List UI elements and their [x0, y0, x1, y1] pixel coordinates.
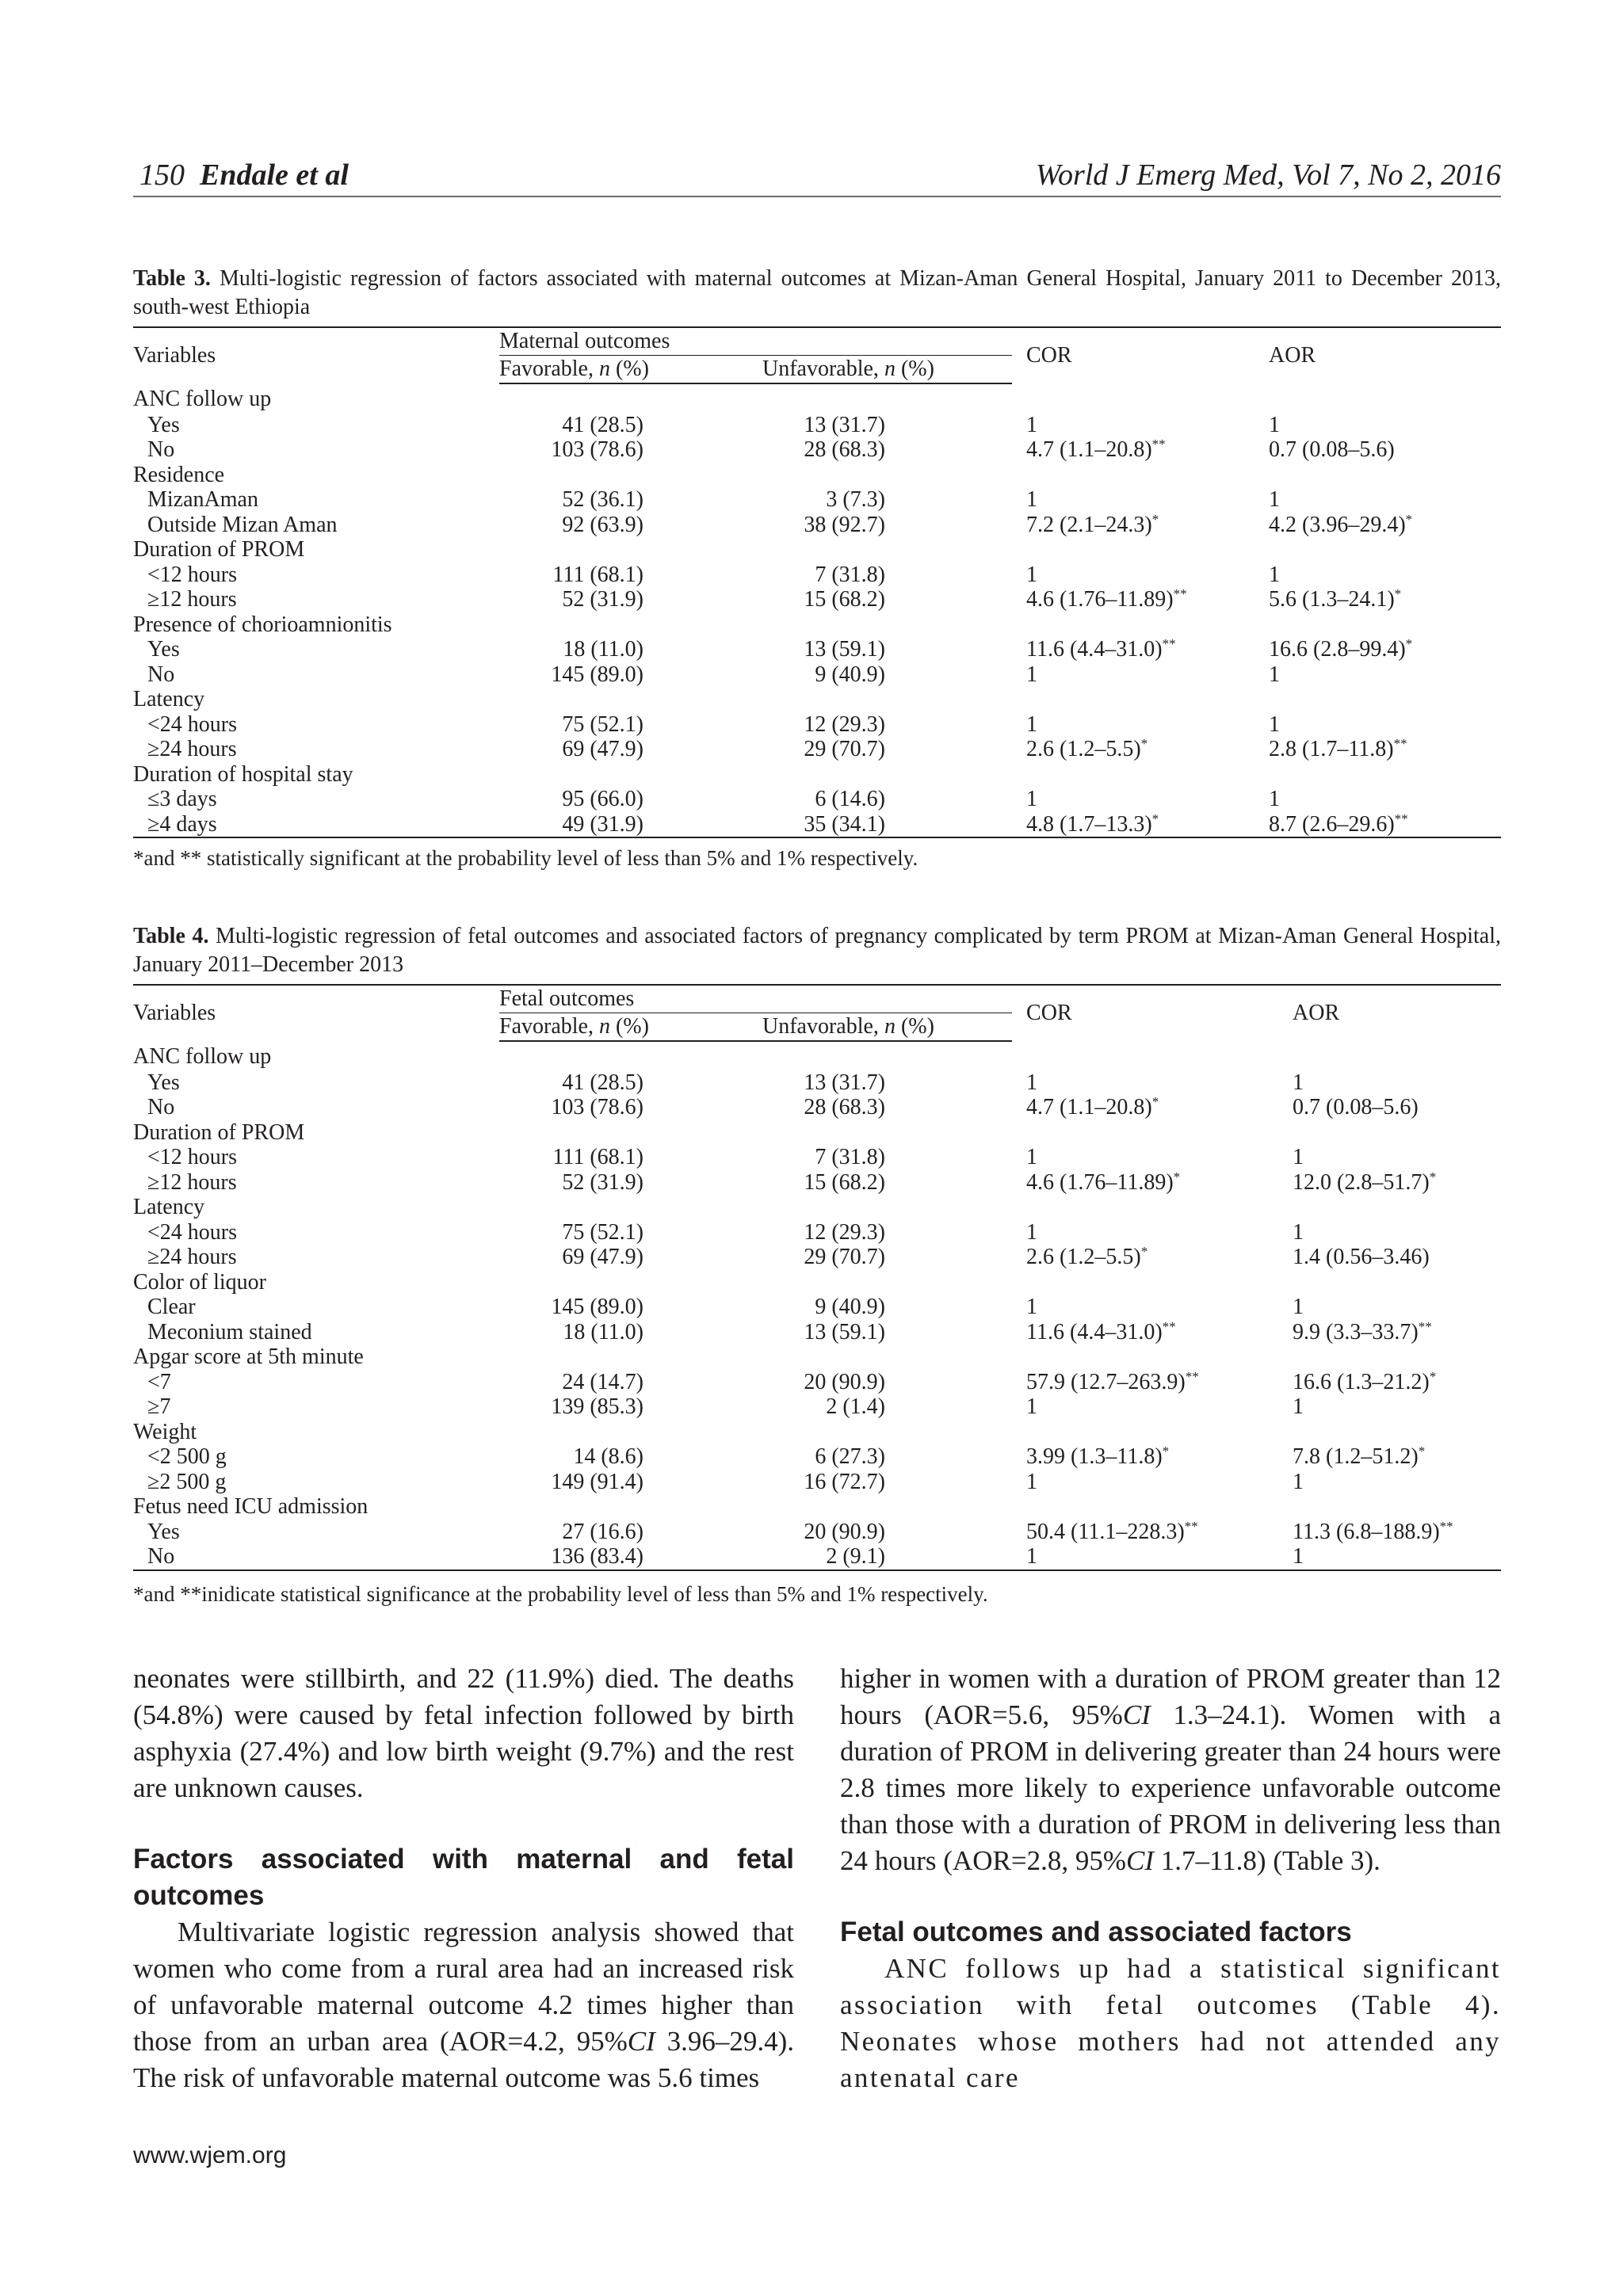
row-label: ≥2 500 g — [147, 1469, 227, 1494]
table-row — [133, 563, 1501, 588]
aor-cell: 1.4 (0.56–3.46) — [1293, 1245, 1430, 1269]
row-label: No — [147, 1095, 175, 1119]
cor-cell: 1 — [1026, 562, 1037, 587]
row-label: ≥12 hours — [147, 1169, 237, 1195]
cor-cell: 4.7 (1.1–20.8)** — [1026, 437, 1166, 462]
table-row — [133, 487, 1501, 513]
table-group-row — [133, 762, 1501, 788]
aor-cell: 1 — [1293, 1394, 1304, 1419]
favorable-cell: 41 (28.5) — [562, 1070, 643, 1095]
cor-cell: 1 — [1026, 1070, 1038, 1095]
table3-col-variables: Variables — [133, 343, 216, 368]
body-left-column — [133, 1661, 794, 2096]
cor-cell: 1 — [1026, 662, 1037, 687]
cor-cell: 50.4 (11.1–228.3)** — [1026, 1518, 1198, 1544]
favorable-cell: 18 (11.0) — [563, 1319, 643, 1344]
table-row — [133, 1394, 1501, 1420]
row-label: ≤3 days — [147, 787, 217, 811]
row-label: No — [147, 662, 175, 687]
unfavorable-cell: 7 (31.8) — [815, 562, 885, 587]
row-label: <12 hours — [147, 562, 238, 587]
favorable-cell: 75 (52.1) — [562, 1219, 643, 1245]
favorable-cell: 149 (91.4) — [551, 1469, 643, 1494]
favorable-cell: 27 (16.6) — [562, 1519, 643, 1544]
favorable-cell: 103 (78.6) — [551, 1095, 643, 1119]
unfavorable-cell: 15 (68.2) — [804, 587, 885, 612]
running-head-authors: Endale et al — [200, 158, 349, 192]
table-group-row — [133, 687, 1501, 712]
row-label: Yes — [147, 637, 180, 662]
table-group-row — [133, 1420, 1501, 1445]
row-group-label: Apgar score at 5th minute — [133, 1344, 364, 1369]
table-row — [133, 662, 1501, 688]
aor-cell: 0.7 (0.08–5.6) — [1293, 1095, 1419, 1119]
row-label: <2 500 g — [147, 1444, 227, 1469]
row-label: <12 hours — [147, 1145, 238, 1169]
running-head-journal: World J Emerg Med, Vol 7, No 2, 2016 — [1035, 158, 1501, 192]
table-row — [133, 1070, 1501, 1096]
table-row — [133, 737, 1501, 762]
aor-cell: 1 — [1269, 412, 1280, 437]
table3-label: Table 3. — [133, 266, 211, 291]
row-label: Yes — [147, 1070, 180, 1095]
body-paragraph: neonates were stillbirth, and 22 (11.9%) died. The deaths (54.8%) were caused by fetal infection followed by birth asphyxia (27.4%) and low birth weight (9.7%) and the rest are unknown causes. — [133, 1663, 794, 1803]
row-group-label: ANC follow up — [133, 1044, 272, 1069]
unfavorable-cell: 16 (72.7) — [804, 1469, 885, 1494]
table4-col-favorable: Favorable, n (%) — [499, 1013, 762, 1042]
favorable-cell: 145 (89.0) — [551, 662, 643, 687]
table-row — [133, 1520, 1501, 1545]
table-row — [133, 1220, 1501, 1245]
cor-cell: 1 — [1026, 1145, 1038, 1169]
favorable-cell: 92 (63.9) — [562, 512, 643, 537]
table3-col-aor: AOR — [1269, 343, 1316, 368]
table4-col-unfavorable: Unfavorable, n (%) — [762, 1013, 1012, 1042]
aor-cell: 7.8 (1.2–51.2)* — [1293, 1444, 1426, 1469]
footer-url: www.wjem.org — [133, 2142, 287, 2168]
aor-cell: 1 — [1269, 787, 1280, 811]
favorable-cell: 14 (8.6) — [573, 1444, 643, 1469]
row-group-label: Residence — [133, 462, 225, 487]
table4-col-aor: AOR — [1293, 1001, 1340, 1025]
aor-cell: 5.6 (1.3–24.1)* — [1269, 586, 1402, 612]
cor-cell: 4.7 (1.1–20.8)* — [1026, 1094, 1159, 1119]
aor-cell: 0.7 (0.08–5.6) — [1269, 437, 1395, 462]
row-group-label: Fetus need ICU admission — [133, 1494, 369, 1519]
favorable-cell: 52 (31.9) — [562, 1169, 643, 1195]
cor-cell: 1 — [1026, 1295, 1038, 1319]
table-group-row — [133, 383, 1501, 413]
table3-body — [133, 383, 1501, 837]
row-group-label: Duration of PROM — [133, 537, 305, 562]
unfavorable-cell: 7 (31.8) — [815, 1145, 885, 1169]
table-row — [133, 437, 1501, 463]
table-row — [133, 1145, 1501, 1170]
row-label: ≥24 hours — [147, 1245, 237, 1269]
aor-cell: 16.6 (2.8–99.4)* — [1269, 636, 1413, 662]
aor-cell: 2.8 (1.7–11.8)** — [1269, 736, 1407, 761]
unfavorable-cell: 20 (90.9) — [804, 1519, 885, 1544]
cor-cell: 1 — [1026, 1469, 1038, 1494]
favorable-cell: 139 (85.3) — [551, 1394, 643, 1419]
table4-col-cor: COR — [1026, 1001, 1072, 1025]
favorable-cell: 111 (68.1) — [552, 562, 643, 587]
unfavorable-cell: 3 (7.3) — [826, 487, 885, 512]
unfavorable-cell: 12 (29.3) — [804, 711, 885, 737]
cor-cell: 1 — [1012, 1544, 1274, 1570]
favorable-cell: 75 (52.1) — [562, 711, 643, 737]
table-row — [133, 1245, 1501, 1270]
table-group-row — [133, 1270, 1501, 1295]
unfavorable-cell: 9 (40.9) — [815, 662, 885, 687]
favorable-cell: 69 (47.9) — [562, 737, 643, 761]
section-heading: Factors associated with maternal and fetal outcomes — [133, 1844, 794, 1911]
row-label: ≥12 hours — [147, 587, 237, 612]
section-heading: Fetal outcomes and associated factors — [840, 1917, 1352, 1947]
row-label: Clear — [147, 1295, 196, 1319]
unfavorable-cell: 35 (34.1) — [762, 812, 885, 838]
table-row — [133, 1444, 1501, 1470]
table3-col-favorable: Favorable, n (%) — [499, 356, 762, 384]
table-row — [133, 1470, 1501, 1495]
row-label: Outside Mizan Aman — [147, 512, 338, 537]
row-group-label: Latency — [133, 687, 205, 711]
cor-cell: 11.6 (4.4–31.0)** — [1026, 1318, 1176, 1344]
favorable-cell: 111 (68.1) — [552, 1145, 643, 1169]
row-label: No — [147, 437, 175, 462]
table4-footnote: *and **inidicate statistical significance at the probability level of less than 5% and 1% respectively. — [133, 1582, 988, 1606]
row-label: Yes — [147, 1519, 180, 1544]
aor-cell: 1 — [1293, 1070, 1304, 1095]
table4-body — [133, 1041, 1501, 1570]
row-label: ≥24 hours — [147, 737, 237, 761]
row-group-label: Presence of chorioamnionitis — [133, 612, 392, 637]
cor-cell: 4.6 (1.76–11.89)* — [1026, 1169, 1181, 1195]
row-group-label: Duration of hospital stay — [133, 761, 353, 787]
running-head — [133, 156, 1501, 197]
cor-cell: 2.6 (1.2–5.5)* — [1026, 736, 1148, 761]
unfavorable-cell: 20 (90.9) — [804, 1369, 885, 1394]
unfavorable-cell: 2 (1.4) — [826, 1394, 885, 1419]
aor-cell: 4.2 (3.96–29.4)* — [1269, 511, 1413, 537]
table-row — [133, 587, 1501, 612]
cor-cell: 2.6 (1.2–5.5)* — [1026, 1244, 1148, 1269]
cor-cell: 4.8 (1.7–13.3)* — [1012, 812, 1250, 838]
row-group-label: ANC follow up — [133, 387, 272, 411]
aor-cell: 1 — [1293, 1219, 1304, 1245]
aor-cell: 11.3 (6.8–188.9)** — [1293, 1518, 1453, 1544]
table-group-row — [133, 1494, 1501, 1520]
page-number: 150 — [139, 158, 185, 192]
cor-cell: 1 — [1026, 412, 1037, 437]
aor-cell: 1 — [1269, 711, 1280, 737]
aor-cell: 1 — [1274, 1544, 1501, 1570]
unfavorable-cell: 6 (14.6) — [815, 787, 885, 811]
table-row — [133, 712, 1501, 738]
table-row — [133, 637, 1501, 662]
row-label: <7 — [147, 1369, 171, 1394]
row-group-label: Duration of PROM — [133, 1119, 305, 1145]
row-label: <24 hours — [147, 711, 238, 737]
table4-col-variables: Variables — [133, 1001, 216, 1025]
aor-cell: 1 — [1293, 1469, 1304, 1494]
table-group-row — [133, 463, 1501, 488]
table-row — [133, 787, 1501, 812]
aor-cell: 16.6 (1.3–21.2)* — [1293, 1368, 1437, 1394]
body-paragraph: ANC follows up had a statistical significant association with fetal outcomes (Table 4). Neonates whose mothers had not attended any antenatal care — [840, 1953, 1501, 2093]
table-row — [133, 1544, 1501, 1570]
table-row — [133, 513, 1501, 538]
unfavorable-cell: 13 (59.1) — [804, 637, 885, 662]
table-row — [133, 413, 1501, 438]
table-row — [133, 1095, 1501, 1120]
table-row — [133, 1320, 1501, 1345]
unfavorable-cell: 28 (68.3) — [804, 1095, 885, 1119]
cor-cell: 57.9 (12.7–263.9)** — [1026, 1368, 1199, 1394]
cor-cell: 1 — [1026, 711, 1037, 737]
running-head-left — [139, 158, 349, 193]
body-right-column — [840, 1661, 1501, 2096]
unfavorable-cell: 12 (29.3) — [804, 1219, 885, 1245]
table3-col-unfavorable: Unfavorable, n (%) — [762, 356, 1012, 384]
table3 — [133, 326, 1501, 838]
table4-label: Table 4. — [133, 924, 209, 948]
favorable-cell: 95 (66.0) — [562, 787, 643, 811]
table3-caption — [133, 265, 1501, 322]
table-group-row — [133, 1041, 1501, 1070]
favorable-cell: 49 (31.9) — [499, 812, 643, 838]
row-group-label: Weight — [133, 1419, 197, 1444]
aor-cell: 12.0 (2.8–51.7)* — [1293, 1169, 1437, 1195]
aor-cell: 1 — [1269, 487, 1280, 512]
favorable-cell: 18 (11.0) — [563, 637, 643, 662]
cor-cell: 7.2 (2.1–24.3)* — [1026, 511, 1159, 537]
unfavorable-cell: 9 (40.9) — [815, 1295, 885, 1319]
cor-cell: 1 — [1026, 787, 1037, 811]
unfavorable-cell: 13 (31.7) — [804, 1070, 885, 1095]
cor-cell: 3.99 (1.3–11.8)* — [1026, 1444, 1170, 1469]
row-label: ≥7 — [147, 1394, 171, 1419]
favorable-cell: 69 (47.9) — [562, 1245, 643, 1269]
unfavorable-cell: 38 (92.7) — [804, 512, 885, 537]
aor-cell: 8.7 (2.6–29.6)** — [1250, 812, 1501, 838]
aor-cell: 1 — [1269, 562, 1280, 587]
table-row — [133, 1170, 1501, 1196]
unfavorable-cell: 29 (70.7) — [804, 737, 885, 761]
table4-caption — [133, 922, 1501, 979]
table4-caption-text: Multi-logistic regression of fetal outcomes and associated factors of pregnancy complicated by term PROM at Mizan-Aman General Hospital, January 2011–December 2013 — [133, 924, 1502, 977]
aor-cell: 1 — [1269, 662, 1280, 687]
aor-cell: 1 — [1293, 1145, 1304, 1169]
cor-cell: 4.6 (1.76–11.89)** — [1026, 586, 1187, 612]
row-label: ≥4 days — [133, 812, 499, 838]
row-label: <24 hours — [147, 1219, 238, 1245]
favorable-cell: 103 (78.6) — [551, 437, 643, 462]
row-label: Meconium stained — [147, 1319, 312, 1344]
unfavorable-cell: 29 (70.7) — [804, 1245, 885, 1269]
table3-footnote: *and ** statistically significant at the probability level of less than 5% and 1% respectively. — [133, 846, 918, 870]
cor-cell: 1 — [1026, 1394, 1038, 1419]
table3-col-group: Maternal outcomes — [499, 327, 1012, 356]
unfavorable-cell: 2 (9.1) — [762, 1544, 885, 1570]
unfavorable-cell: 6 (27.3) — [815, 1444, 885, 1469]
row-label: Yes — [147, 412, 180, 437]
aor-cell: 1 — [1293, 1295, 1304, 1319]
unfavorable-cell: 13 (59.1) — [804, 1319, 885, 1344]
unfavorable-cell: 13 (31.7) — [804, 412, 885, 437]
table-group-row — [133, 537, 1501, 563]
row-group-label: Color of liquor — [133, 1269, 266, 1295]
table3-caption-text: Multi-logistic regression of factors associated with maternal outcomes at Mizan-Aman General Hospital, January 2011 to December 2013, south-west Ethiopia — [133, 266, 1502, 319]
table4-col-group: Fetal outcomes — [499, 985, 1012, 1013]
table-group-row — [133, 612, 1501, 638]
unfavorable-cell: 15 (68.2) — [804, 1169, 885, 1195]
favorable-cell: 52 (36.1) — [562, 487, 643, 512]
body-paragraph: Multivariate logistic regression analysis showed that women who come from a rural area had an increased risk of unfavorable maternal outcome 4.2 times higher than those from an urban area (AOR=4.2, 95%CI 3.96–29.4). The risk of unfavorable maternal outcome was 5.6 times — [133, 1917, 795, 2093]
favorable-cell: 136 (83.4) — [499, 1544, 643, 1570]
table-group-row — [133, 1344, 1501, 1370]
cor-cell: 1 — [1026, 487, 1037, 512]
row-label: MizanAman — [147, 487, 258, 512]
table3-col-cor: COR — [1026, 343, 1072, 368]
unfavorable-cell: 28 (68.3) — [804, 437, 885, 462]
cor-cell: 11.6 (4.4–31.0)** — [1026, 636, 1176, 662]
table-group-row — [133, 1120, 1501, 1146]
cor-cell: 1 — [1026, 1219, 1038, 1245]
body-paragraph: higher in women with a duration of PROM greater than 12 hours (AOR=5.6, 95%CI 1.3–24.1). Women with a duration of PROM in delivering greater than 24 hours were 2.8 times more likely to experience unfavorable outcome than those with a duration of PROM in delivering less than 24 hours (AOR=2.8, 95%CI 1.7–11.8) (Table 3). — [840, 1663, 1501, 1876]
favorable-cell: 24 (14.7) — [562, 1369, 643, 1394]
favorable-cell: 52 (31.9) — [562, 587, 643, 612]
aor-cell: 9.9 (3.3–33.7)** — [1293, 1318, 1432, 1344]
table-row — [133, 812, 1501, 838]
favorable-cell: 145 (89.0) — [551, 1295, 643, 1319]
table-row — [133, 1370, 1501, 1395]
row-group-label: Latency — [133, 1195, 205, 1219]
table-group-row — [133, 1195, 1501, 1220]
table4 — [133, 984, 1501, 1571]
table-row — [133, 1295, 1501, 1320]
favorable-cell: 41 (28.5) — [562, 412, 643, 437]
row-label: No — [133, 1544, 499, 1570]
